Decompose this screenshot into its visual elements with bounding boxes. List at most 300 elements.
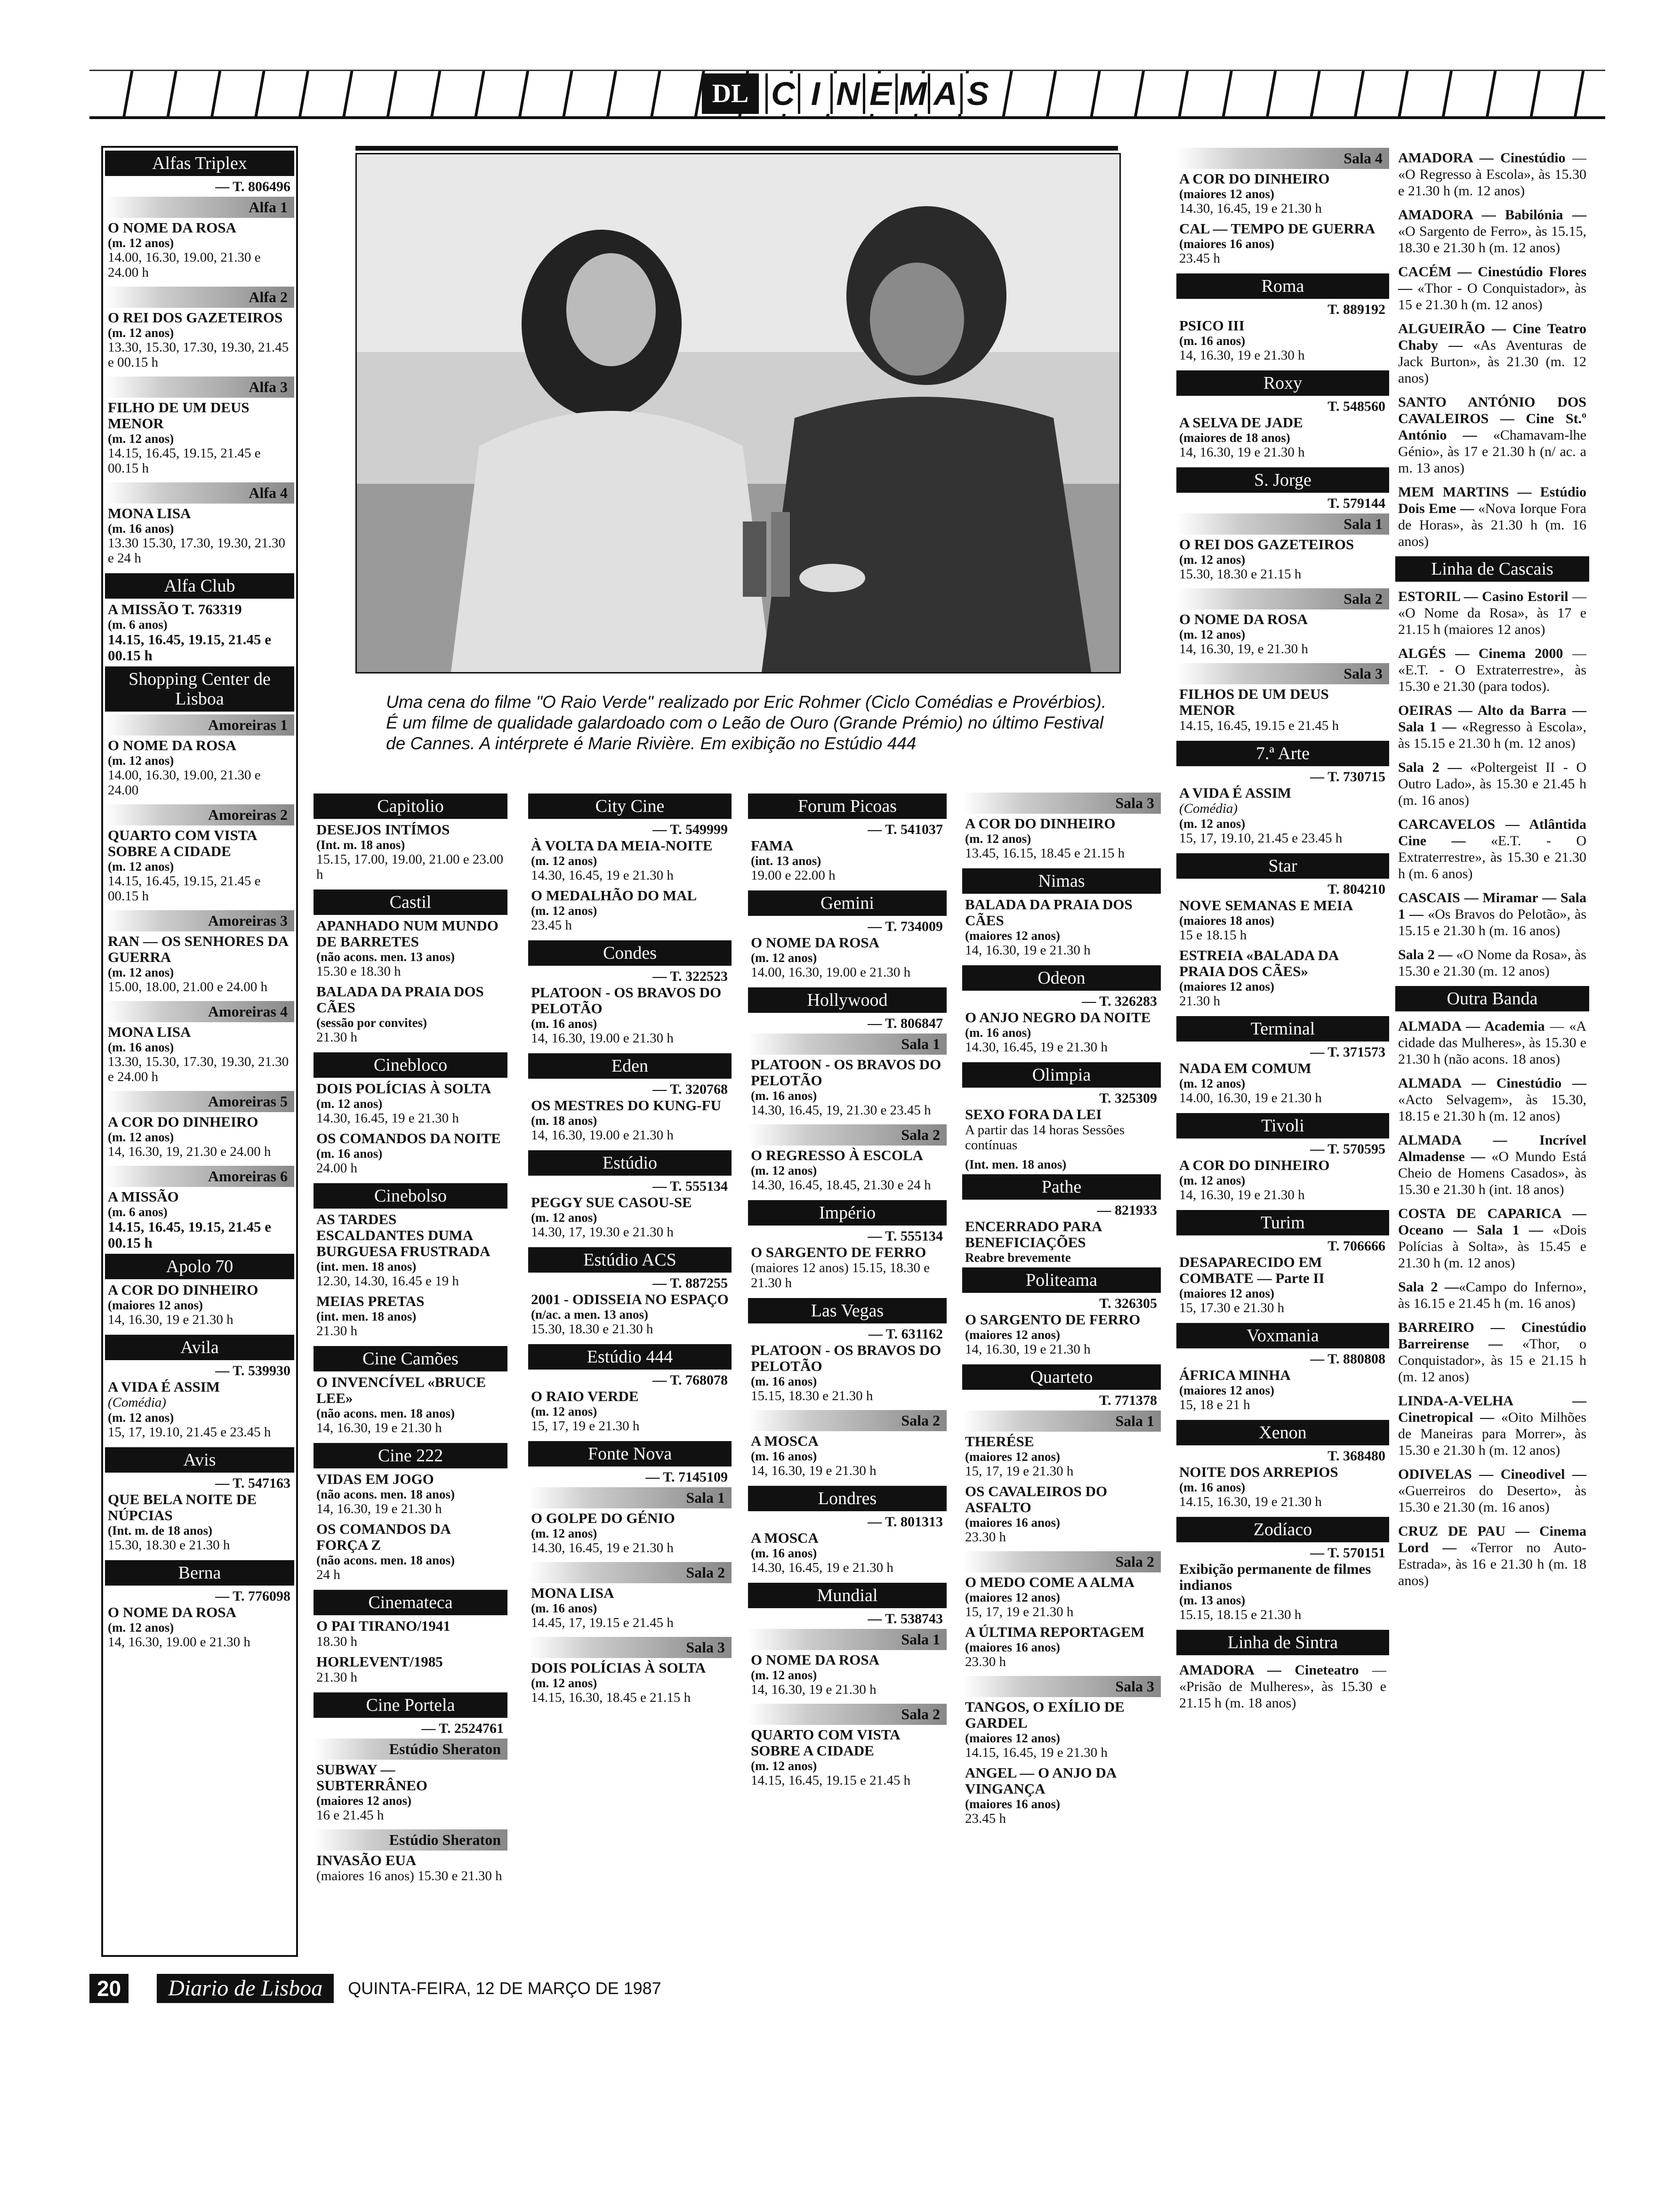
age-rating: (m. 16 anos) [108,1040,174,1054]
age-rating: (m. 12 anos) [751,951,817,965]
phone-number: — T. 768078 [652,1372,728,1388]
film-title: O NOME DA ROSA [751,1651,879,1668]
age-rating: (m. 12 anos) [751,1668,817,1682]
film-title: O NOME DA ROSA [751,934,879,951]
phone-number: — T. 541037 [868,822,943,837]
phone-number: — T. 801313 [868,1514,943,1530]
showtimes: 14, 16.30, 19.00 e 21.30 h [531,1128,674,1143]
cinema-header: Londres [748,1486,947,1511]
phone-number: T. 706666 [1327,1238,1385,1254]
banner-letter: E [863,73,895,114]
showtimes: 13.45, 16.15, 18.45 e 21.15 h [965,846,1125,861]
age-rating: (não acons. men. 13 anos) [316,950,455,964]
showtimes: (maiores 12 anos) 15.15, 18.30 e 21.30 h [751,1260,930,1290]
room-header: Sala 2 [962,1551,1161,1572]
age-rating: (m. 12 anos) [1179,817,1246,831]
cinema-listing [1393,390,1591,480]
cinema-header: Cinemateca [314,1590,507,1615]
film-title: ANGEL — O ANJO DA VINGANÇA [965,1764,1116,1797]
phone-number: T. 548560 [1327,399,1385,414]
film-title: DOIS POLÍCIAS À SOLTA [316,1080,491,1097]
age-rating: (m. 12 anos) [108,432,174,446]
cinema-name: SANTO ANTÓNIO DOS CAVALEIROS — Cine St.º António — [1398,394,1586,443]
cinema-listing [1393,943,1591,983]
cinema-header: Quarteto [962,1364,1161,1390]
room-header: Sala 3 [1176,663,1389,684]
cinema-header: S. Jorge [1176,467,1389,493]
phone-number: — T. 320768 [652,1082,728,1097]
film-title: DESAPARECIDO EM COMBATE — Parte II [1179,1254,1325,1286]
cinema-header: Avila [105,1335,294,1360]
film-title: O SARGENTO DE FERRO [965,1311,1141,1328]
photo-illustration [357,154,1119,672]
cinema-name: ALGUEIRÃO — Cine Teatro Chaby — [1398,321,1586,353]
film-title: PLATOON - OS BRAVOS DO PELOTÃO [751,1342,941,1374]
film-title: QUE BELA NOITE DE NÚPCIAS [108,1491,257,1523]
age-rating: (m. 12 anos) [108,1130,174,1144]
column-5 [960,791,1163,1831]
showtimes: 13.30, 15.30, 17.30, 19.30, 21.30 e 24.00 h [108,1054,289,1084]
cinema-listing [1393,1389,1591,1462]
cinema-header: Terminal [1176,1016,1389,1042]
showtimes: 14.30, 16.45, 19 e 21.30 h [531,868,674,883]
cinema-name: MEM MARTINS — Estúdio Dois Eme — [1398,484,1586,516]
film-title: HORLEVENT/1985 [316,1653,443,1670]
column-4 [746,791,949,1793]
showtimes: 14, 16.30, 19 e 21.30 h [751,1682,877,1697]
film-title: O MEDO COME A ALMA [965,1574,1134,1590]
film-title: BALADA DA PRAIA DOS CÃES [965,896,1133,929]
room-header: Sala 2 [748,1410,947,1431]
showtimes: 14.15, 16.45, 19.15, 21.45 e 00.15 h [108,874,261,904]
showtimes: 15 e 18.15 h [1179,928,1247,943]
listing-details: — «O Regresso à Escola», às 15.30 e 21.30 h (m. 12 anos) [1398,150,1586,199]
film-title: O REI DOS GAZETEIROS [1179,536,1354,553]
room-header: Sala 3 [962,793,1161,814]
showtimes: 15.30, 18.30 e 21.30 h [108,1538,230,1553]
showtimes: 24.00 h [316,1161,357,1176]
cinema-listing [1393,1462,1591,1519]
cinema-header: Eden [528,1053,732,1079]
room-header: Sala 4 [1176,148,1389,169]
cinema-name: ALMADA — Cinestúdio — [1398,1075,1586,1091]
cinema-header: Outra Banda [1395,986,1589,1011]
phone-number: — T. 538743 [868,1611,943,1627]
showtimes: 21.30 h [316,1323,357,1338]
cinema-name: Sala 2 — [1398,760,1462,775]
listing-details: «Nova Iorque Fora de Horas», às 21.30 h (m. 16 anos) [1398,501,1586,549]
page-number: 20 [89,1974,129,2003]
age-rating: (maiores 12 anos) [108,1298,203,1312]
room-header: Sala 2 [528,1562,732,1583]
phone-number: — T. 806847 [868,1016,943,1031]
cinema-header: City Cine [528,793,732,819]
listing-details: «Campo do Inferno», às 16.15 e 21.45 h (m. 16 anos) [1398,1279,1586,1311]
room-header: Sala 1 [748,1034,947,1055]
showtimes: 14.30, 16.45, 19 e 21.30 h [316,1111,459,1126]
film-title: O INVENCÍVEL «BRUCE LEE» [316,1374,486,1406]
age-rating: (maiores 12 anos) [965,1590,1060,1604]
age-rating: (m. 16 anos) [965,1026,1031,1040]
issue-date: QUINTA-FEIRA, 12 DE MARÇO DE 1987 [348,1979,661,1998]
cinema-listing [1393,886,1591,943]
cinema-listing [1393,755,1591,812]
column-2 [312,791,509,1888]
cinema-header: 7.ª Arte [1176,741,1389,766]
showtimes: 12.30, 14.30, 16.45 e 19 h [316,1274,459,1289]
film-title: O NOME DA ROSA [108,219,236,236]
age-rating: (m. 16 anos) [108,521,174,536]
cinema-listing [1393,317,1591,390]
room-header: Estúdio Sheraton [314,1829,507,1851]
age-rating: (maiores 16 anos) [965,1797,1060,1811]
listing-details: «Guerreiros do Deserto», às 15.30 e 21.30 (m. 16 anos) [1398,1483,1586,1515]
age-rating: (maiores 12 anos) [965,1328,1060,1342]
listing-details: «Thor - O Conquistador», às 15 e 21.30 h (m. 12 anos) [1398,281,1586,313]
newspaper-masthead: Diario de Lisboa [157,1974,334,2003]
listing-details: «Dois Polícias à Solta», às 15.45 e 21.30 h (m. 12 anos) [1398,1222,1586,1271]
phone-number: — T. 631162 [868,1326,943,1342]
showtimes: 15, 17.30 e 21.30 h [1179,1300,1285,1315]
film-title: O REI DOS GAZETEIROS [108,309,283,326]
showtimes: 14.30, 17, 19.30 e 21.30 h [531,1225,674,1240]
cinema-listing [1393,1128,1591,1202]
film-title: INVASÃO EUA [316,1852,417,1868]
room-header: Amoreiras 6 [105,1166,294,1187]
age-rating: (int. men. 18 anos) [316,1309,417,1323]
film-title: A COR DO DINHEIRO [1179,1157,1330,1173]
phone-number: T. 579144 [1327,496,1385,511]
film-title: A MISSÃO T. 763319 [108,601,242,617]
phone-number: — T. 730715 [1310,769,1385,785]
genre: (Comédia) [108,1395,167,1410]
age-rating: (Int. m. 18 anos) [316,838,405,852]
age-rating: (m. 16 anos) [1179,334,1246,348]
phone-number: T. 368480 [1327,1448,1385,1464]
cinema-header: Império [748,1200,947,1226]
age-rating: (m. 12 anos) [108,236,174,250]
showtimes: 14.00, 16.30, 19 e 21.30 h [1179,1090,1322,1106]
showtimes: 14.15, 16.45, 19.15 e 21.45 h [751,1773,911,1788]
showtimes: 23.30 h [965,1530,1006,1545]
showtimes: 14.30, 16.45, 19 e 21.30 h [751,1560,893,1575]
cinema-listing [1393,1202,1591,1275]
age-rating: (m. 12 anos) [1179,627,1246,641]
showtimes: 14.45, 17, 19.15 e 21.45 h [531,1615,674,1630]
age-rating: (sessão por convites) [316,1016,427,1030]
film-title: AS TARDES ESCALDANTES DUMA BURGUESA FRUSTRADA [316,1211,491,1259]
room-header: Amoreiras 5 [105,1091,294,1112]
phone-number: — T. 547163 [215,1475,290,1491]
age-rating: (m. 16 anos) [751,1089,817,1103]
film-title: DOIS POLÍCIAS À SOLTA [531,1659,706,1676]
age-rating: (m. 16 anos) [751,1449,817,1463]
showtimes: 14, 16.30, 19 e 21.30 h [108,1312,233,1327]
phone-number: — T. 322523 [652,969,728,984]
cinema-name: CARCAVELOS — Atlântida Cine — [1398,817,1586,849]
age-rating: (m. 12 anos) [531,854,597,868]
showtimes: 15.30 e 18.30 h [316,964,401,979]
age-rating: (m. 12 anos) [965,832,1031,846]
film-title: A COR DO DINHEIRO [108,1282,258,1298]
showtimes: 14.15, 16.45, 19 e 21.30 h [965,1745,1108,1760]
age-rating: (m. 12 anos) [531,1526,597,1540]
showtimes: 14, 16.30, 19, 21.30 e 24.00 h [108,1144,271,1159]
film-title: FAMA [751,837,794,854]
cinema-header: Nimas [962,868,1161,894]
age-rating: (m. 12 anos) [108,965,174,979]
showtimes: 14, 16.30, 19.00 e 21.30 h [531,1031,674,1046]
showtimes: 16 e 21.45 h [316,1808,384,1823]
banner-letter: I [798,73,830,114]
showtimes: A partir das 14 horas Sessões contínuas [965,1122,1125,1153]
genre: (Comédia) [1179,801,1238,816]
room-header: Amoreiras 1 [105,714,294,736]
age-rating: (m. 16 anos) [751,1546,817,1560]
cinema-header: Odeon [962,965,1161,991]
cinema-header: Roxy [1176,370,1389,396]
film-title: RAN — OS SENHORES DA GUERRA [108,933,288,965]
cinema-name: AMADORA — Babilónia — [1398,207,1586,223]
cinema-listing [1393,1275,1591,1315]
showtimes: 14, 16.30, 19 e 21.30 h [316,1501,442,1516]
room-header: Alfa 4 [105,482,294,504]
showtimes: 15, 17, 19.10, 21.45 e 23.45 h [108,1425,271,1440]
film-title: O MEDALHÃO DO MAL [531,887,697,904]
room-header: Sala 2 [748,1124,947,1146]
phone-number: — T. 880808 [1310,1351,1385,1367]
listing-details: «E.T. - O Extraterrestre», às 15.30 e 21.30 h (m. 6 anos) [1398,833,1586,882]
film-title: O REGRESSO À ESCOLA [751,1147,924,1163]
room-header: Sala 3 [528,1637,732,1658]
cinema-name: AMADORA — Cinestúdio [1398,150,1566,166]
cinema-listing [1393,641,1591,698]
cinema-header: Estúdio 444 [528,1344,732,1370]
film-title: OS COMANDOS DA NOITE [316,1130,501,1146]
showtimes: 14, 16.30, 19 e 21.30 h [965,1342,1091,1357]
listing-details: «O Nome da Rosa», às 15.30 e 21.30 (m. 12 anos) [1398,947,1586,979]
room-header: Sala 1 [528,1487,732,1508]
film-title: QUARTO COM VISTA SOBRE A CIDADE [108,827,257,859]
cinema-name: AMADORA — Cineteatro [1179,1662,1359,1678]
showtimes: 15, 17, 19 e 21.30 h [965,1464,1074,1479]
cinema-listing [1393,260,1591,317]
age-rating: (m. 16 anos) [531,1601,597,1615]
showtimes: 14.15, 16.30, 19 e 21.30 h [1179,1494,1322,1509]
film-title: NOITE DOS ARREPIOS [1179,1464,1338,1480]
listing-details: «O Sargento de Ferro», às 15.15, 18.30 e 21.30 h (m. 12 anos) [1398,224,1586,256]
age-rating: (não acons. men. 18 anos) [316,1406,455,1420]
section-title [765,73,993,114]
cinema-header: Olimpia [962,1062,1161,1088]
film-title: O PAI TIRANO/1941 [316,1618,450,1634]
film-title: PSICO III [1179,317,1245,334]
film-title: 2001 - ODISSEIA NO ESPAÇO [531,1291,729,1307]
film-title: ESTREIA «BALADA DA PRAIA DOS CÃES» [1179,947,1338,979]
banner-letter: N [830,73,863,114]
cinema-listing [1393,203,1591,260]
room-header: Alfa 3 [105,377,294,398]
age-rating: (m. 12 anos) [531,1404,597,1419]
showtimes: 14.30, 16.45, 18.45, 21.30 e 24 h [751,1178,931,1193]
phone-number: — T. 887255 [652,1275,728,1291]
showtimes: 15, 17, 19 e 21.30 h [531,1419,640,1434]
phone-number: — T. 539930 [215,1363,290,1378]
age-rating: (m. 6 anos) [108,617,168,632]
room-header: Alfa 1 [105,197,294,218]
column-7 [1393,146,1591,1593]
film-title: O NOME DA ROSA [108,1604,236,1620]
cinema-header: Cinebloco [314,1052,507,1078]
showtimes: 21.30 h [316,1670,357,1685]
cinema-header: Berna [105,1560,294,1586]
age-rating: (maiores 12 anos) [965,929,1060,943]
showtimes: 14, 16.30, 19 e 21.30 h [1179,445,1305,460]
cinema-header: Las Vegas [748,1298,947,1323]
age-rating: (m. 12 anos) [316,1097,383,1111]
film-title: SEXO FORA DA LEI [965,1106,1102,1122]
cinema-name: COSTA DE CAPARICA — Oceano — Sala 1 — [1398,1206,1586,1238]
listing-details: «Chamavam-lhe Génio», às 17 e 21.30 h (n/ ac. a m. 13 anos) [1398,427,1586,476]
phone-number: — T. 734009 [868,919,943,934]
age-rating: (m. 12 anos) [531,1676,597,1690]
film-title: NADA EM COMUM [1179,1060,1311,1076]
cinema-name: LINDA-A-VELHA — Cinetropical — [1398,1393,1586,1425]
film-title: 14.15, 16.45, 19.15, 21.45 e 00.15 h [108,631,272,664]
film-title: O ANJO NEGRO DA NOITE [965,1009,1151,1026]
age-rating: (maiores 12 anos) [1179,1383,1274,1397]
age-rating: (Int. men. 18 anos) [965,1157,1067,1171]
film-title: PLATOON - OS BRAVOS DO PELOTÃO [751,1056,941,1089]
listing-details: «Oito Milhões de Maneiras para Morrer», às 15.30 e 21.30 h (m. 12 anos) [1398,1410,1587,1458]
showtimes: 23.30 h [965,1654,1006,1669]
age-rating: (int. men. 18 anos) [316,1259,417,1274]
showtimes: 13.30, 15.30, 17.30, 19.30, 21.45 e 00.15 h [108,340,289,370]
cinema-header: Gemini [748,890,947,916]
film-title: PLATOON - OS BRAVOS DO PELOTÃO [531,984,722,1017]
banner-letter: M [895,73,928,114]
showtimes: 24 h [316,1567,340,1582]
cinema-name: ESTORIL — Casino Estoril [1398,589,1569,604]
showtimes: 14.00, 16.30, 19.00, 21.30 e 24.00 [108,768,261,798]
film-title: MONA LISA [108,1024,191,1040]
cinema-header: Alfas Triplex [105,151,294,176]
page-footer [89,1972,661,2005]
cinema-header: Politeama [962,1267,1161,1293]
film-title: OS CAVALEIROS DO ASFALTO [965,1483,1108,1515]
film-title: O GOLPE DO GÉNIO [531,1510,675,1526]
cinema-header: Tivoli [1176,1113,1389,1138]
cinema-header: Fonte Nova [528,1441,732,1467]
cinema-name: CACÉM — Cinestúdio Flores — [1398,264,1586,296]
phone-number: — T. 549999 [652,822,728,837]
cinema-header: Estúdio [528,1150,732,1176]
film-title: ENCERRADO PARA BENEFICIAÇÕES [965,1218,1102,1250]
age-rating: (m. 12 anos) [531,1210,597,1225]
showtimes: 14, 16.30, 19 e 21.30 h [1179,1187,1305,1202]
film-title: THERÉSE [965,1433,1034,1450]
age-rating: (m. 12 anos) [751,1163,817,1178]
cinema-listing [1393,480,1591,553]
phone-number: T. 804210 [1327,882,1385,897]
age-rating: (m. 18 anos) [531,1114,597,1128]
age-rating: (m. 12 anos) [1179,1076,1246,1090]
listing-details: — «O Nome da Rosa», às 17 e 21.15 h (maiores 12 anos) [1398,589,1586,637]
phone-number: — T. 7145109 [645,1469,728,1485]
phone-number: T. 889192 [1327,302,1385,317]
cinema-header: Estúdio ACS [528,1247,732,1273]
showtimes: 14, 16.30, 19 e 21.30 h [1179,348,1305,363]
age-rating: (m. 12 anos) [1179,553,1246,567]
showtimes: 19.00 e 22.00 h [751,868,836,883]
age-rating: (m. 12 anos) [531,904,597,918]
showtimes: 15, 18 e 21 h [1179,1397,1250,1412]
cinema-listing [1393,146,1591,203]
age-rating: (maiores de 18 anos) [1179,431,1290,445]
showtimes: 15.15, 18.15 e 21.30 h [1179,1607,1302,1622]
showtimes: 15.30, 18.30 e 21.15 h [1179,567,1302,582]
film-title: VIDAS EM JOGO [316,1471,434,1487]
cinema-header: Cine Portela [314,1692,507,1718]
phone-number: T. 325309 [1099,1090,1157,1106]
age-rating: (não acons. men. 18 anos) [316,1487,455,1501]
age-rating: (n/ac. a men. 13 anos) [531,1307,648,1322]
age-rating: (m. 12 anos) [751,1759,817,1773]
showtimes: 14.30, 16.45, 19 e 21.30 h [531,1540,674,1555]
film-title: MONA LISA [108,505,191,521]
phone-number: — 821933 [1097,1202,1157,1218]
cinema-name: Sala 2 — [1398,947,1453,962]
listing-details: «Poltergeist II - O Outro Lado», às 15.30 e 21.45 h (m. 16 anos) [1398,760,1586,808]
age-rating: (não acons. men. 18 anos) [316,1553,455,1567]
showtimes: 23.45 h [531,918,572,933]
cinema-header: Xenon [1176,1420,1389,1445]
showtimes: 14.30, 16.45, 19 e 21.30 h [1179,201,1322,216]
showtimes: 14.15, 16.30, 18.45 e 21.15 h [531,1690,691,1705]
showtimes: 15.30, 18.30 e 21.30 h [531,1322,653,1337]
showtimes: 21.30 h [316,1030,357,1045]
film-title: A MISSÃO [108,1188,179,1205]
cinema-header: Hollywood [748,987,947,1013]
cinema-header: Cinebolso [314,1183,507,1209]
film-title: MONA LISA [531,1585,614,1601]
showtimes: 14.30, 16.45, 19, 21.30 e 23.45 h [751,1103,931,1118]
age-rating: (maiores 16 anos) [965,1640,1060,1654]
listing-details: «As Aventuras de Jack Burton», às 21.30 (m. 12 anos) [1398,337,1586,386]
film-title: DESEJOS INTÍMOS [316,821,450,838]
film-title: OS MESTRES DO KUNG-FU [531,1097,721,1114]
room-header: Sala 2 [748,1704,947,1725]
age-rating: (m. 13 anos) [1179,1593,1246,1607]
column-1 [101,146,298,1957]
phone-number: — T. 2524761 [421,1721,504,1736]
age-rating: (maiores 12 anos) [965,1731,1060,1745]
showtimes: 23.45 h [965,1811,1006,1826]
age-rating: (m. 6 anos) [108,1205,168,1219]
phone-number: — T. 326283 [1082,994,1157,1009]
cinema-header: Shopping Center de Lisboa [105,666,294,712]
phone-number: — T. 806496 [215,179,290,194]
age-rating: (maiores 12 anos) [1179,187,1274,201]
film-title: APANHADO NUM MUNDO DE BARRETES [316,917,499,950]
room-header: Amoreiras 4 [105,1001,294,1022]
cinema-header: Zodíaco [1176,1517,1389,1542]
listing-details: «Thor, o Conquistador», às 15 e 21.15 h (m. 12 anos) [1398,1336,1586,1385]
listing-details: «Regresso à Escola», às 15.15 e 21.30 h (m. 12 anos) [1398,719,1586,751]
film-title: A VIDA É ASSIM [108,1378,220,1395]
cinema-name: ODIVELAS — Cineodivel — [1398,1467,1586,1482]
cinema-header: Star [1176,853,1389,879]
